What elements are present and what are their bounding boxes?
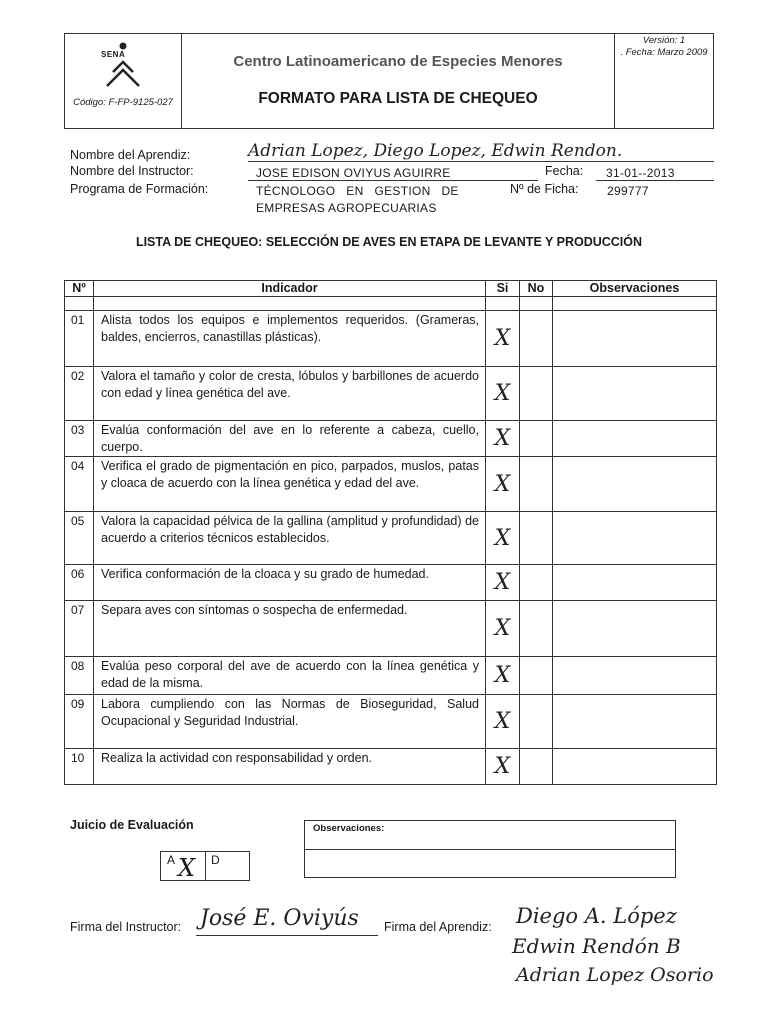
instructor-underline [248, 180, 538, 181]
programa-value-line1: TÉCNOLOGO EN GESTION DE [256, 184, 459, 198]
row-no-mark [520, 457, 553, 512]
row-num: 07 [65, 601, 94, 657]
version-info [615, 35, 713, 59]
row-si-mark: X [486, 311, 520, 367]
organization-name: Centro Latinoamericano de Especies Menores [233, 53, 563, 70]
table-row [65, 565, 717, 601]
row-num: 03 [65, 421, 94, 457]
row-indicador: Labora cumpliendo con las Normas de Bioseguridad, Salud Ocupacional y Seguridad Industrial. [94, 695, 486, 749]
row-num: 06 [65, 565, 94, 601]
programa-value-line2: EMPRESAS AGROPECUARIAS [256, 201, 437, 215]
table-row [65, 311, 717, 367]
table-row [65, 512, 717, 565]
table-row [65, 601, 717, 657]
col-no-header: No [520, 281, 553, 297]
logo-word: SENA [101, 50, 126, 59]
col-indicador-header: Indicador [94, 281, 486, 297]
table-row [65, 657, 717, 695]
checklist-title: LISTA DE CHEQUEO: SELECCIÓN DE AVES EN ETAPA DE LEVANTE Y PRODUCCIÓN [135, 235, 643, 249]
row-indicador: Separa aves con síntomas o sospecha de enfermedad. [94, 601, 486, 657]
table-header-row [65, 281, 717, 297]
row-si-mark: X [486, 695, 520, 749]
row-no-mark [520, 367, 553, 421]
row-si-mark: X [486, 421, 520, 457]
instructor-label: Nombre del Instructor: [70, 164, 194, 178]
table-row [65, 367, 717, 421]
checklist-table [64, 280, 717, 785]
row-no-mark [520, 749, 553, 785]
option-a: A [167, 853, 176, 867]
row-si-mark: X [486, 565, 520, 601]
row-observaciones [553, 457, 717, 512]
evaluation-mark: X [178, 854, 196, 882]
row-si-mark: X [486, 657, 520, 695]
row-indicador: Verifica conformación de la cloaca y su grado de humedad. [94, 565, 486, 601]
row-observaciones [553, 421, 717, 457]
aprendiz-label: Nombre del Aprendiz: [70, 148, 191, 162]
row-indicador: Valora el tamaño y color de cresta, lóbulos y barbillones de acuerdo con edad y línea genética del ave. [94, 367, 486, 421]
table-row [65, 421, 717, 457]
evaluation-box [160, 851, 250, 881]
row-no-mark [520, 421, 553, 457]
evaluation-observaciones-box [304, 820, 676, 878]
observaciones-divider [305, 849, 675, 850]
row-no-mark [520, 565, 553, 601]
aprendiz-signature-label: Firma del Aprendiz: [384, 920, 492, 934]
fecha-underline [596, 180, 714, 181]
document-header [64, 33, 714, 129]
row-si-mark: X [486, 367, 520, 421]
row-si-mark: X [486, 512, 520, 565]
table-spacer-row [65, 297, 717, 311]
ficha-value: 299777 [607, 184, 649, 198]
row-observaciones [553, 311, 717, 367]
row-indicador: Verifica el grado de pigmentación en pico, parpados, muslos, patas y cloaca de acuerdo con la línea genética y edad del ave. [94, 457, 486, 512]
row-indicador: Alista todos los equipos e implementos requeridos. (Grameras, baldes, encierros, canastillas plásticas). [94, 311, 486, 367]
aprendiz-signature-3: Adrian Lopez Osorio [516, 964, 714, 986]
row-no-mark [520, 657, 553, 695]
row-observaciones [553, 749, 717, 785]
row-si-mark: X [486, 601, 520, 657]
table-row [65, 695, 717, 749]
row-no-mark [520, 311, 553, 367]
fecha-value: 31-01--2013 [606, 166, 675, 180]
row-num: 04 [65, 457, 94, 512]
row-observaciones [553, 695, 717, 749]
ficha-label: Nº de Ficha: [510, 182, 579, 196]
row-observaciones [553, 565, 717, 601]
observaciones-label: Observaciones: [313, 823, 385, 834]
version-cell [614, 34, 713, 128]
aprendiz-signature-2: Edwin Rendón B [512, 934, 681, 958]
instructor-signature-label: Firma del Instructor: [70, 920, 182, 934]
row-num: 08 [65, 657, 94, 695]
instructor-signature-line [196, 935, 378, 936]
row-indicador: Evalúa peso corporal del ave de acuerdo con la línea genética y edad de la misma. [94, 657, 486, 695]
row-si-mark: X [486, 749, 520, 785]
row-observaciones [553, 367, 717, 421]
row-num: 01 [65, 311, 94, 367]
col-obs-header: Observaciones [553, 281, 717, 297]
aprendiz-value: Adrian Lopez, Diego Lopez, Edwin Rendon. [248, 141, 623, 161]
aprendiz-underline [248, 161, 714, 162]
row-num: 09 [65, 695, 94, 749]
option-d: D [211, 853, 220, 867]
logo-cell [65, 34, 182, 128]
juicio-label: Juicio de Evaluación [70, 818, 194, 832]
form-title: FORMATO PARA LISTA DE CHEQUEO [258, 90, 538, 107]
version-date: . Fecha: Marzo 2009 [620, 47, 708, 58]
row-num: 10 [65, 749, 94, 785]
row-si-mark: X [486, 457, 520, 512]
table-row [65, 457, 717, 512]
col-si-header: Si [486, 281, 520, 297]
row-indicador: Evalúa conformación del ave en lo referente a cabeza, cuello, cuerpo. [94, 421, 486, 457]
row-num: 02 [65, 367, 94, 421]
row-indicador: Realiza la actividad con responsabilidad y orden. [94, 749, 486, 785]
row-observaciones [553, 512, 717, 565]
col-num-header: Nº [65, 281, 94, 297]
programa-label: Programa de Formación: [70, 182, 209, 196]
form-code: Código: F-FP-9125-027 [73, 97, 173, 108]
evaluation-divider [205, 852, 206, 880]
aprendiz-signature-1: Diego A. López [516, 904, 677, 928]
table-row [65, 749, 717, 785]
row-observaciones [553, 601, 717, 657]
version-label: Versión: 1 [642, 35, 686, 46]
instructor-value: JOSE EDISON OVIYUS AGUIRRE [256, 166, 451, 180]
instructor-signature: José E. Oviyús [200, 906, 359, 931]
row-observaciones [553, 657, 717, 695]
row-no-mark [520, 695, 553, 749]
row-no-mark [520, 512, 553, 565]
fecha-label: Fecha: [545, 164, 584, 178]
row-no-mark [520, 601, 553, 657]
row-indicador: Valora la capacidad pélvica de la gallina (amplitud y profundidad) de acuerdo a criterios técnicos establecidos. [94, 512, 486, 565]
row-num: 05 [65, 512, 94, 565]
